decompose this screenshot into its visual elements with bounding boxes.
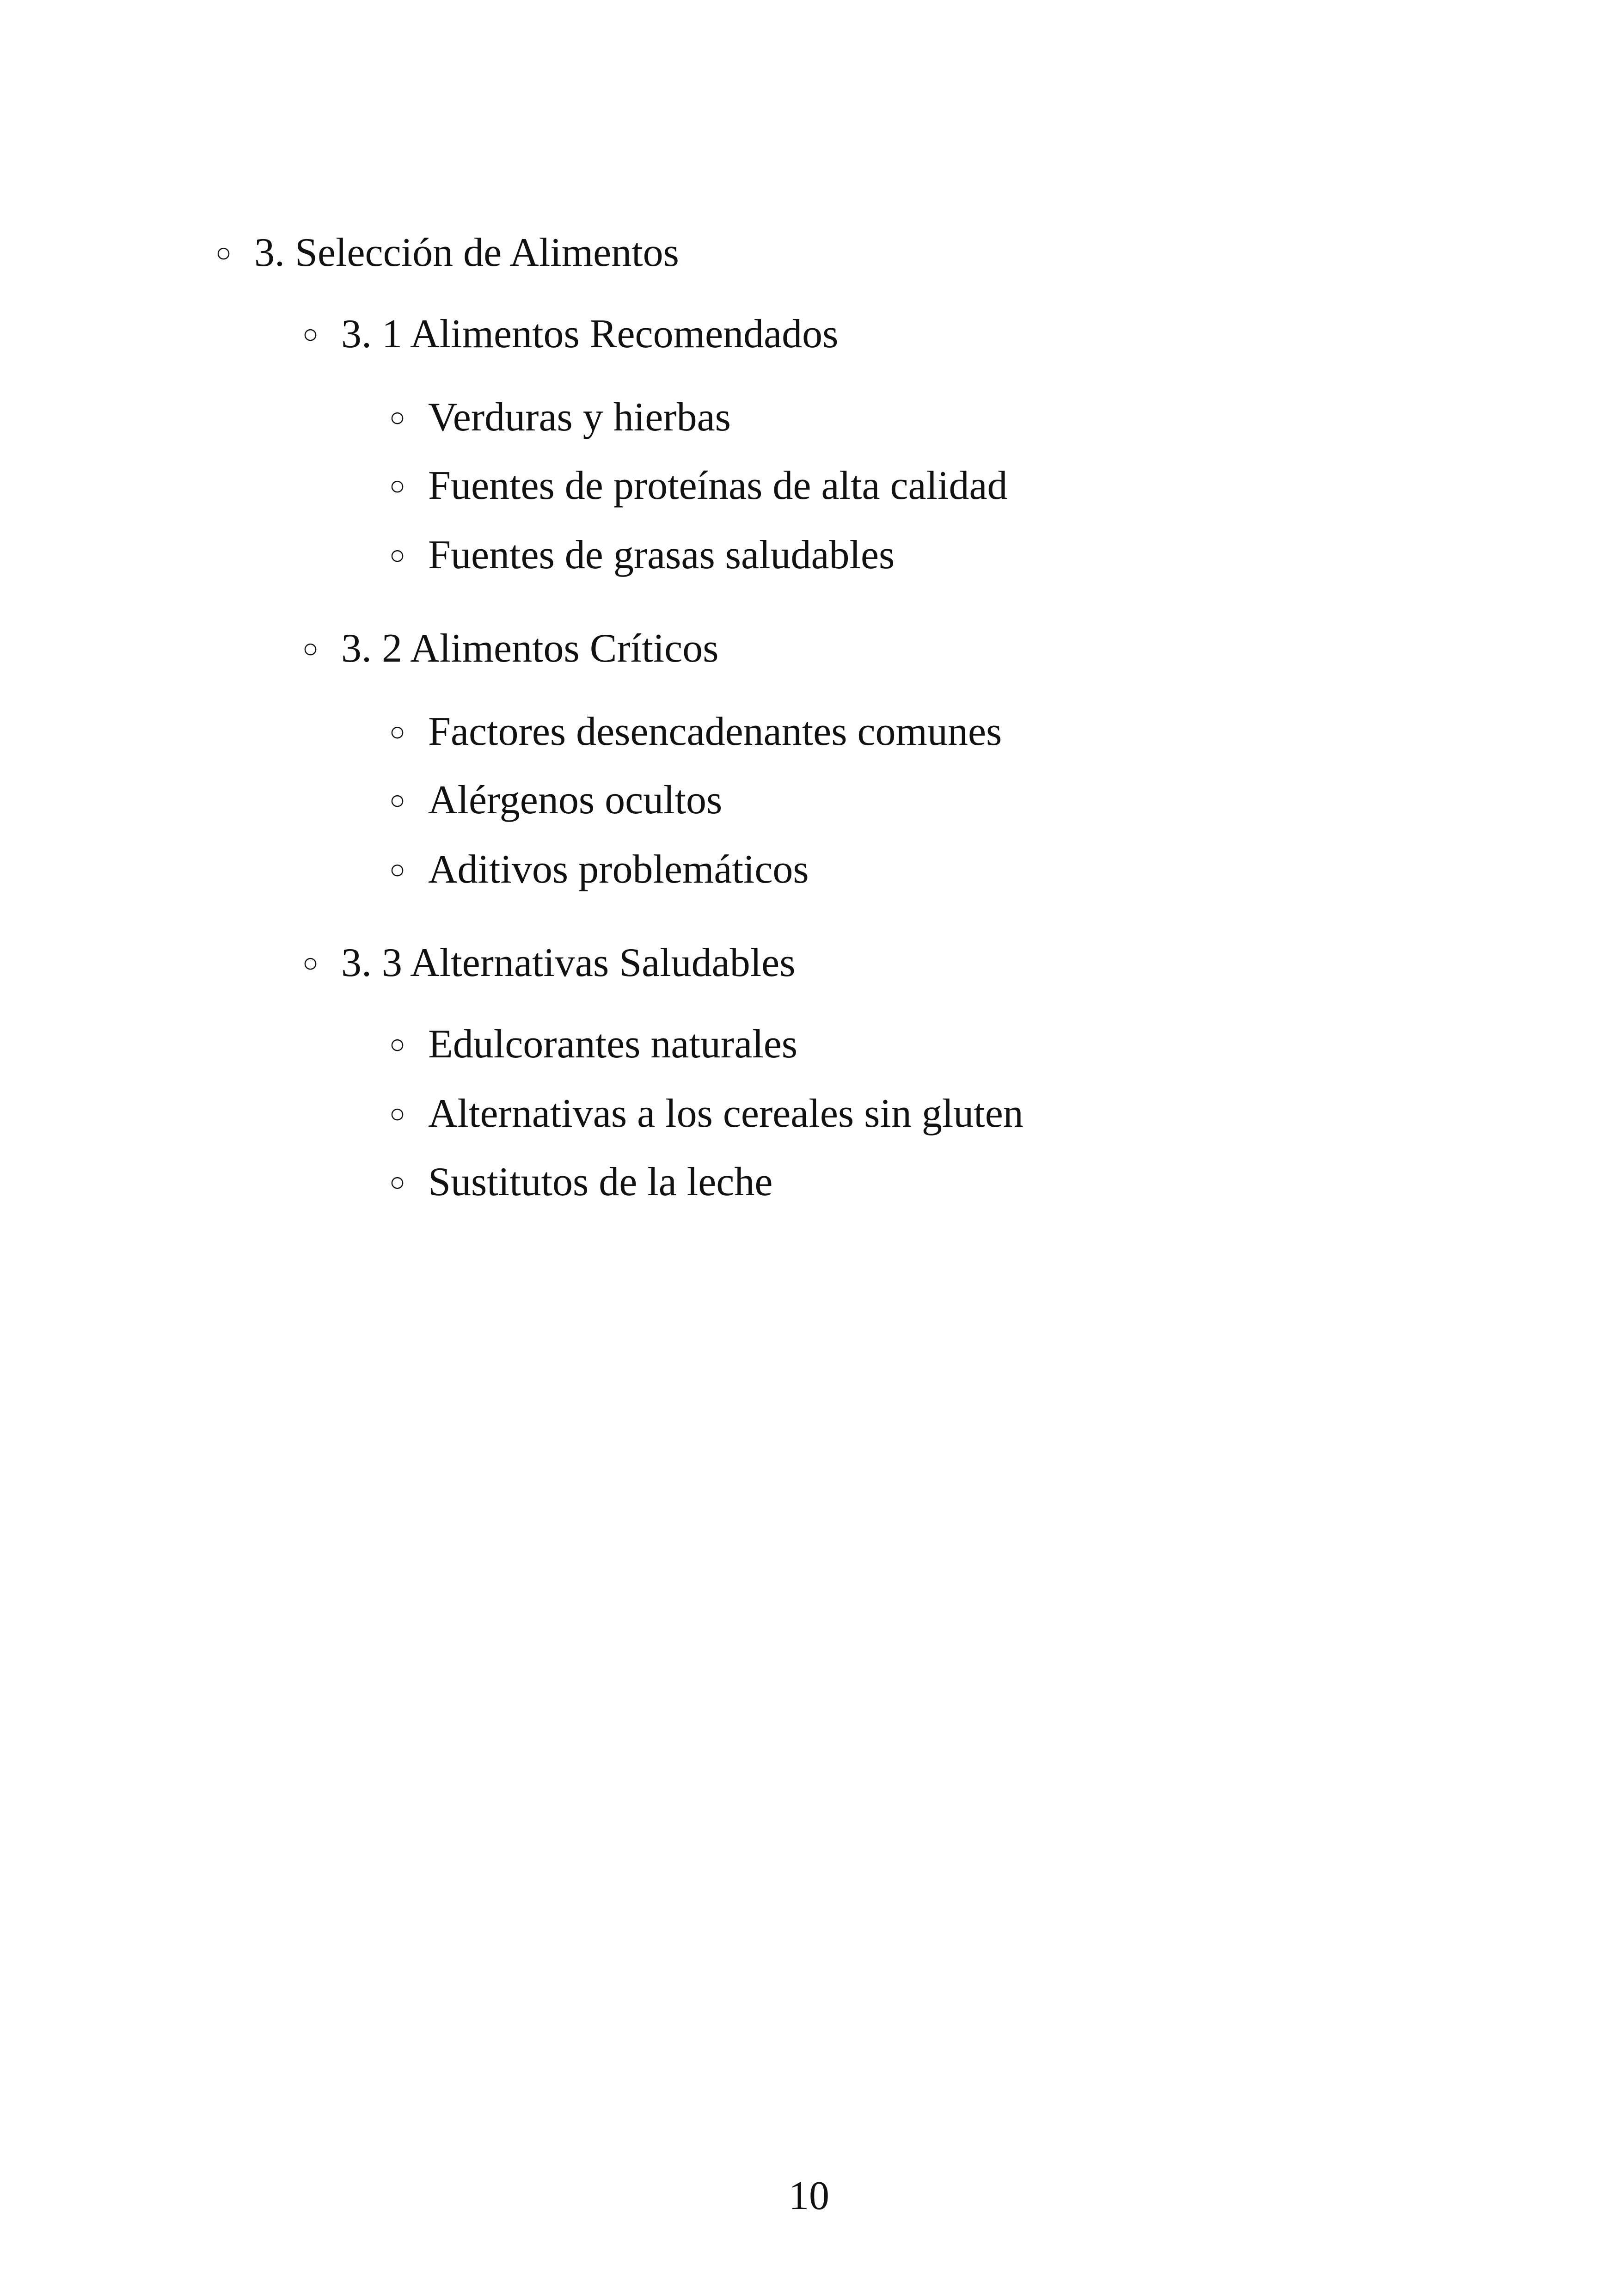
hollow-circle-bullet-icon: ○ [302,319,319,349]
hollow-circle-bullet-icon: ○ [215,238,232,268]
section-title: 3. Selección de Alimentos [254,230,679,275]
item-label: Aditivos problemáticos [428,847,809,892]
hollow-circle-bullet-icon: ○ [389,1167,406,1197]
hollow-circle-bullet-icon: ○ [389,854,406,884]
item-label: Factores desencadenantes comunes [428,709,1002,754]
subsection-title: 3. 1 Alimentos Recomendados [341,312,839,356]
item-label: Fuentes de grasas saludables [428,533,895,577]
item-label: Verduras y hierbas [428,395,731,440]
item-label: Sustitutos de la leche [428,1160,773,1204]
hollow-circle-bullet-icon: ○ [389,785,406,815]
hollow-circle-bullet-icon: ○ [389,1099,406,1129]
subsection-title: 3. 2 Alimentos Críticos [341,626,719,671]
item-label: Alternativas a los cereales sin gluten [428,1091,1024,1136]
hollow-circle-bullet-icon: ○ [389,540,406,570]
hollow-circle-bullet-icon: ○ [389,402,406,432]
item-label: Edulcorantes naturales [428,1022,798,1067]
page-number: 10 [789,2173,829,2218]
hollow-circle-bullet-icon: ○ [389,471,406,501]
item-label: Alérgenos ocultos [428,778,723,823]
subsection-title: 3. 3 Alternativas Saludables [341,940,796,985]
hollow-circle-bullet-icon: ○ [302,948,319,978]
hollow-circle-bullet-icon: ○ [389,717,406,747]
hollow-circle-bullet-icon: ○ [389,1029,406,1059]
item-label: Fuentes de proteínas de alta calidad [428,463,1008,508]
hollow-circle-bullet-icon: ○ [302,633,319,663]
